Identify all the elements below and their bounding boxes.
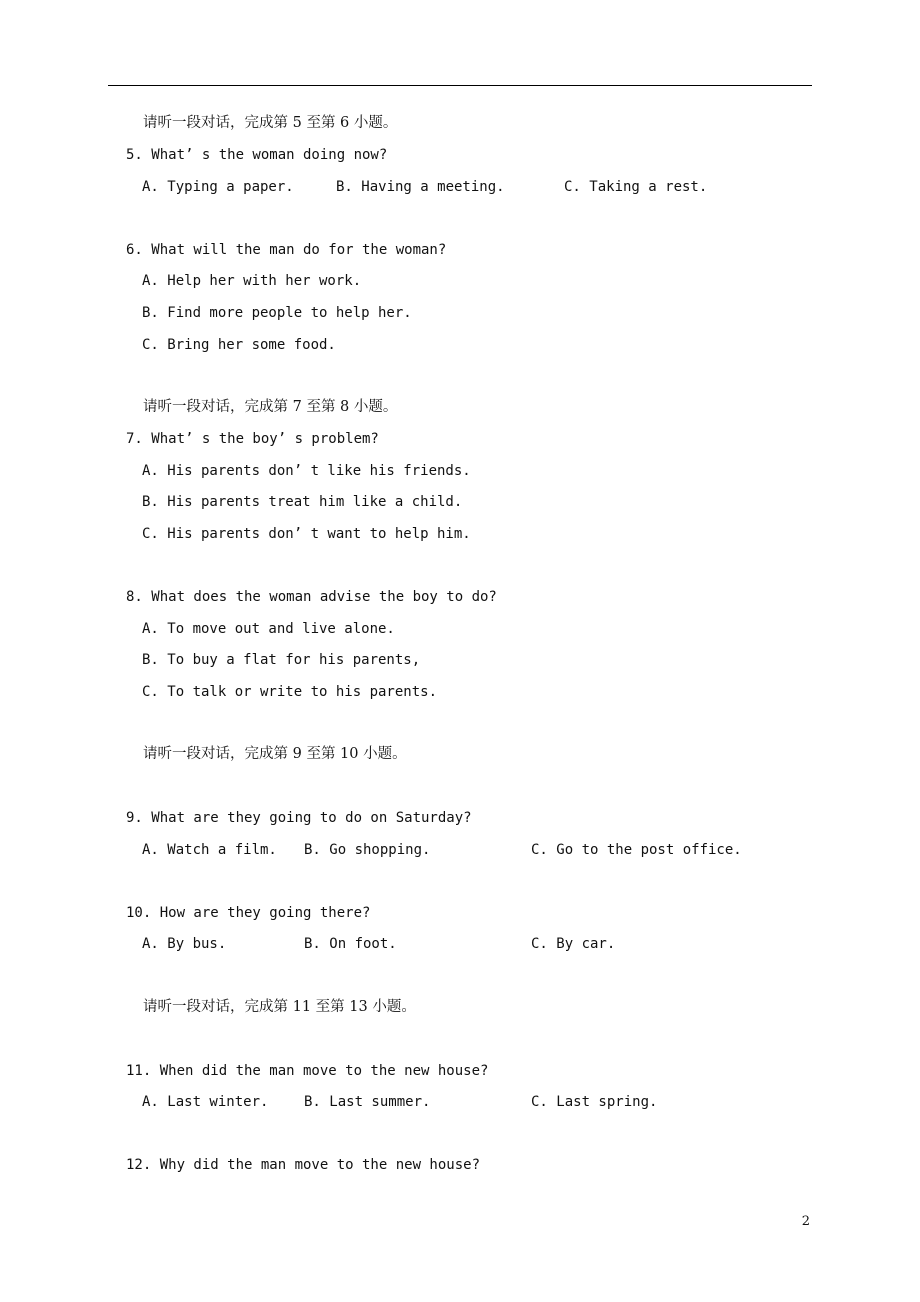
page-number: 2: [801, 1214, 810, 1229]
question-stem: 10. How are they going there?: [126, 905, 371, 921]
question-stem: 12. Why did the man move to the new house?: [126, 1157, 481, 1173]
option-b: B. To buy a flat for his parents,: [142, 652, 421, 668]
question-stem: 9. What are they going to do on Saturday?: [126, 810, 472, 826]
option-c: C. Go to the post office.: [531, 842, 742, 858]
header-rule: [108, 85, 812, 86]
question-stem: 5. What’ s the woman doing now?: [126, 147, 388, 163]
option-b: B. Having a meeting.: [336, 179, 505, 195]
option-c: C. By car.: [531, 936, 616, 952]
section-instruction: 请听一段对话，完成第 5 至第 6 小题。: [143, 115, 398, 131]
option-a: A. To move out and live alone.: [142, 621, 395, 637]
question-stem: 8. What does the woman advise the boy to do?: [126, 589, 497, 605]
section-instruction: 请听一段对话，完成第 11 至第 13 小题。: [143, 999, 416, 1015]
option-a: A. Last winter.: [142, 1094, 269, 1110]
question-stem: 6. What will the man do for the woman?: [126, 242, 447, 258]
option-a: A. By bus.: [142, 936, 227, 952]
option-b: B. Find more people to help her.: [142, 305, 412, 321]
option-b: B. On foot.: [304, 936, 397, 952]
section-instruction: 请听一段对话，完成第 9 至第 10 小题。: [143, 746, 407, 762]
option-c: C. Taking a rest.: [564, 179, 708, 195]
option-b: B. Last summer.: [304, 1094, 431, 1110]
question-stem: 11. When did the man move to the new house?: [126, 1063, 489, 1079]
section-instruction: 请听一段对话，完成第 7 至第 8 小题。: [143, 399, 398, 415]
option-c: C. Bring her some food.: [142, 337, 336, 353]
option-c: C. To talk or write to his parents.: [142, 684, 438, 700]
option-b: B. His parents treat him like a child.: [142, 494, 463, 510]
option-a: A. His parents don’ t like his friends.: [142, 463, 471, 479]
option-a: A. Watch a film.: [142, 842, 277, 858]
option-a: A. Help her with her work.: [142, 273, 362, 289]
option-b: B. Go shopping.: [304, 842, 431, 858]
option-c: C. Last spring.: [531, 1094, 658, 1110]
option-a: A. Typing a paper.: [142, 179, 294, 195]
option-c: C. His parents don’ t want to help him.: [142, 526, 471, 542]
question-stem: 7. What’ s the boy’ s problem?: [126, 431, 379, 447]
